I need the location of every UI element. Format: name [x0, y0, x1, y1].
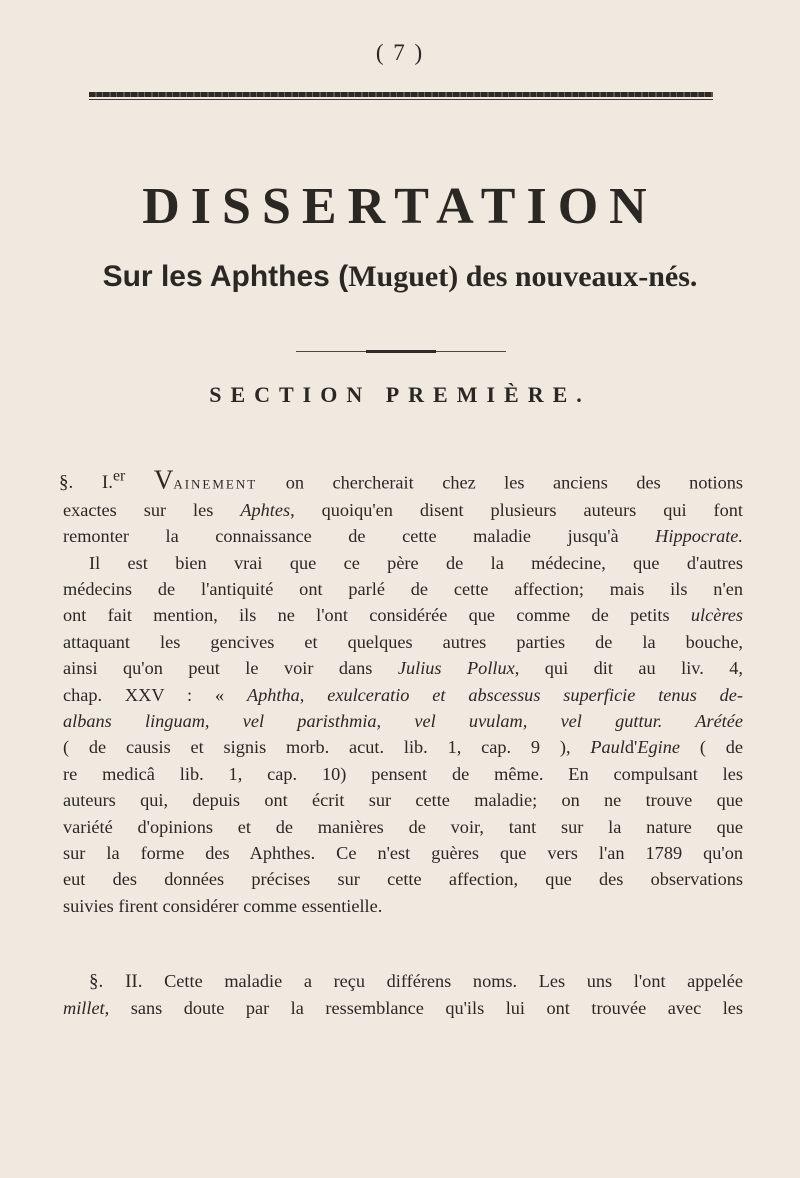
- name-paul: Paul: [590, 737, 625, 758]
- paragraph-2: [63, 968, 743, 1022]
- section-divider: [296, 350, 506, 353]
- paragraph-1-line-10: [63, 708, 743, 734]
- dissertation-title: DISSERTATION: [142, 178, 658, 235]
- paragraph-1-line-16: eut des données précises sur cette affection, que des observations: [63, 869, 743, 890]
- section-mark-2: §. II.: [89, 971, 143, 992]
- paragraph-1-line-12: re medicâ lib. 1, cap. 10) pensent de même. En compulsant les: [63, 763, 743, 784]
- section-heading: SECTION PREMIÈRE.: [209, 382, 591, 407]
- paragraph-2-line-2: millet, sans doute par la ressemblance qu'ils lui ont trouvée avec les: [63, 998, 743, 1019]
- page-number: ( 7 ): [375, 40, 425, 65]
- paragraph-1-line-13: auteurs qui, depuis ont écrit sur cette maladie; on ne trouve que: [63, 790, 743, 811]
- subtitle-part-2: ) des nouveaux-nés.: [448, 260, 698, 293]
- name-egine: Egine: [637, 737, 680, 758]
- name-hippocrate: Hippocrate.: [655, 526, 743, 547]
- paragraph-1-line-4: Il est bien vrai que ce père de la médecine, que d'autres: [89, 552, 743, 573]
- paragraph-1-line-1: §. I.$^{er}$ Vainement on chercherait chez les anciens des notions: [59, 464, 744, 495]
- paragraph-1-line-5: médecins de l'antiquité ont parlé de cette affection; mais ils n'en: [63, 578, 743, 599]
- paragraph-1-line-7: attaquant les gencives et quelques autres parties de la bouche,: [63, 631, 743, 652]
- ornamental-rule: [89, 92, 713, 97]
- term-ulceres: ulcères: [690, 605, 743, 626]
- paragraph-2-line-1: §. II. Cette maladie a reçu différens noms. Les uns l'ont appelée: [89, 971, 743, 992]
- paragraph-1-line-15: sur la forme des Aphthes. Ce n'est guères que vers l'an 1789 qu'on: [63, 843, 743, 864]
- subtitle-muguet: Muguet: [348, 260, 449, 293]
- paragraph-1-initial: V: [153, 464, 174, 495]
- divider-center-ornament: [366, 350, 436, 353]
- latin-quote-part-1: Aphtha, exulceratio et abscessus superficie tenus de-: [246, 684, 744, 705]
- paragraph-1-line-17: suivies firent considérer comme essentielle.: [63, 895, 383, 916]
- section-mark-1-sup: er: [113, 468, 126, 485]
- subtitle-part-1: Sur les Aphthes (: [102, 260, 349, 293]
- term-millet: millet: [63, 998, 105, 1019]
- latin-quote-part-2: albans linguam, vel paristhmia, vel uvulam, vel guttur. Arétée: [63, 710, 743, 731]
- paragraph-1-line-14: variété d'opinions et de manières de voir, tant sur la nature que: [63, 816, 743, 837]
- paragraph-1-line-11: ( de causis et signis morb. acut. lib. 1, cap. 9 ), Pauld'Egine ( de: [63, 737, 743, 758]
- term-aphtes: Aphtes: [240, 499, 291, 520]
- paragraph-1-line-6: ont fait mention, ils ne l'ont considérée que comme de petits ulcères: [63, 605, 743, 626]
- paragraph-1: [59, 464, 744, 919]
- paragraph-1-line-9: chap. XXV : « Aphtha, exulceratio et abscessus superficie tenus de-: [63, 684, 744, 705]
- dissertation-subtitle: [0, 259, 800, 295]
- ornamental-rule-underline: [89, 99, 713, 100]
- name-julius-pollux: Julius Pollux: [397, 658, 515, 679]
- paragraph-1-lead-word: ainement: [173, 472, 258, 493]
- paragraph-1-line-8: ainsi qu'on peut le voir dans Julius Pollux, qui dit au liv. 4,: [63, 658, 744, 679]
- paragraph-1-line-3: remonter la connaissance de cette maladie jusqu'à Hippocrate.: [63, 526, 743, 547]
- paragraph-1-line-2: exactes sur les Aphtes, quoiqu'en disent plusieurs auteurs qui font: [63, 499, 743, 520]
- section-mark-1: §. I.$^{er}$: [59, 468, 126, 494]
